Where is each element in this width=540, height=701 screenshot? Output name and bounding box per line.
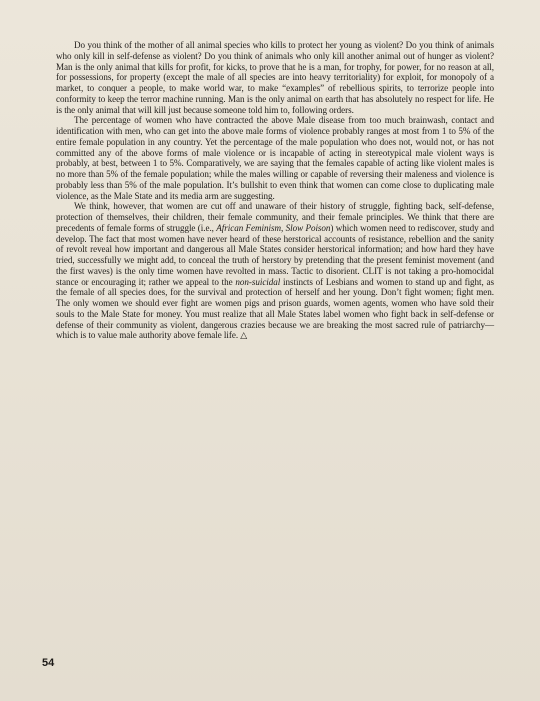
paragraph-text: instincts of Lesbians and women to stand up and fight, as the female of all species does, for the survival and protection of herself and her young. Don’t fight women; fight men. The only women we should ever fight are women pigs and prison guards, women agents, women who have sold their souls to the Male State for money. You must realize that all Male States label women who fight back in self-defense or defense of their community as violent, dangerous crazies because we are breaking the most sacred rule of patriarchy—which is to value male authority above female life. [56,276,494,341]
paragraph-text: Do you think of the mother of all animal species who kills to protect her young as violent? Do you think of animals who only kill in self-defense as violent? Do you think of animals who only kill another animal out of hunger as violent? Man is the only animal that kills for profit, for kicks, to prove that he is a man, for trophy, for power, for no reason at all, for possessions, for property (except the male of all species are into heavy territoriality) for exploit, for monopoly of a market, to conquer a people, to make world war, to make “examples” of rebellious spirits, to terrorize people into conformity to keep the terror machine running. Man is the only animal on earth that has absolutely no respect for life. He is the only animal that will kill just because someone told him to, following orders. [56,40,494,115]
italic-text: African Feminism, Slow Poison [216,222,331,233]
article-paragraph [56,115,494,201]
article-paragraph [56,40,494,115]
page-number: 54 [42,657,55,669]
paragraph-text: ) which women need to rediscover, study and develop. The fact that most women have never heard of these herstorical accounts of resistance, rebellion and the sanity of revolt reveal how important and dangerous all Male States consider herstorical information; and how hard they have tried, successfully we might add, to conceal the truth of herstory by pretending that the present feminist movement (and the first waves) is the only time women have revolted in mass. Tactic to disorient. CLIT is not taking a pro-homocidal stance or encouraging it; rather we appeal to the [56,222,494,287]
paragraph-text: We think, however, that women are cut off and unaware of their history of struggle, fighting back, self-defense, protection of themselves, their children, their female community, and their female principles. We think that there are precedents of female forms of struggle (i.e., [56,201,494,233]
article-body [56,40,494,342]
paragraph-text: The percentage of women who have contracted the above Male disease from too much brainwash, contact and identification with men, who can get into the above male forms of violence probably ranges at most from 1 to 5% of the entire female population in any country. Yet the percentage of the male population who does not, would not, or has not committed any of the above forms of male violence or is incapable of acting in stereotypical male violent ways is probably, at best, between 1 to 5%. Comparatively, we are saying that the females capable of acting like violent males is no more than 5% of the female population; while the males willing or capable of reversing their maleness and violence is probably less than 5% of the male population. It’s bullshit to even think that women can come close to duplicating male violence, as the Male State and its media arm are suggesting. [56,115,494,201]
italic-text: non-suicidal [235,276,281,287]
article-paragraph [56,201,494,342]
end-of-article-triangle-icon: △ [240,331,248,342]
